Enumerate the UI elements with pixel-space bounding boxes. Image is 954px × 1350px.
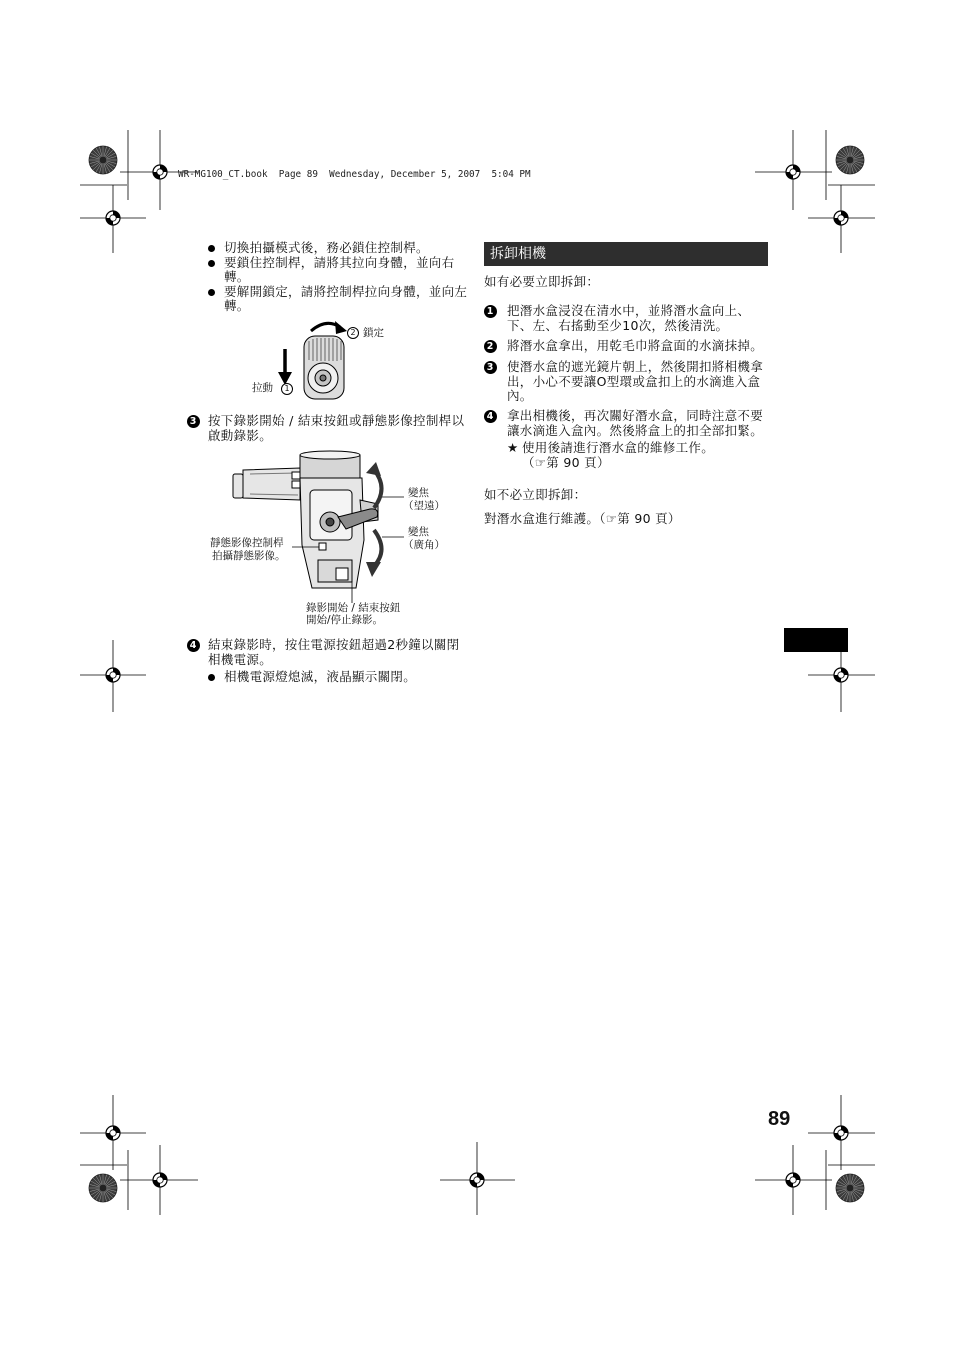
registration-mark-bottom-center [470,1173,484,1187]
step-number-badge: 3 [187,415,200,428]
step-text: 拿出相機後，再次關好潛水盒，同時注意不要 [507,408,764,423]
body-text: 對潛水盒進行維護。（☞第 90 頁） [484,511,681,526]
step-text: 把潛水盒浸沒在清水中，並將潛水盒向上、 [507,303,751,318]
still-lever-label: 靜態影像控制桿 [210,537,284,549]
rotate-lock-arrow-icon [311,321,347,334]
bullet-text: 切換拍攝模式後，務必鎖住控制桿。 [224,240,429,255]
subsection-heading: 如不必立即拆卸： [484,487,587,502]
registration-mark-top-right-a [786,165,800,179]
starburst-mark-top-left [89,146,117,174]
step-number-badge: 4 [187,639,200,652]
print-slug-line: WR-MG100_CT.book Page 89 Wednesday, December 5, 2007 5:04 PM [178,169,531,180]
crop-lines [80,130,875,1215]
registration-mark-top-left-b [106,211,120,225]
step-number-badge: 4 [484,410,497,423]
registration-mark-middle-right [834,668,848,682]
rec-button-label: 錄影開始 / 結束按鈕 [306,602,401,614]
pull-label: 拉動 [252,382,273,394]
zoom-wide-label: 變焦 [408,526,429,538]
section-title: 拆卸相機 [490,246,546,262]
registration-mark-bottom-right-a [834,1126,848,1140]
zoom-tele-arrow-icon [366,462,382,508]
lock-label: 鎖定 [363,327,384,339]
starburst-mark-bottom-left [89,1174,117,1202]
step-text: 使潛水盒的遮光鏡片朝上，然後開扣將相機拿 [507,359,764,374]
zoom-tele-label: 變焦 [408,487,429,499]
bullet-dot [208,289,215,296]
step-text: 將潛水盒拿出，用乾毛巾將盒面的水滴抹掉。 [507,338,764,353]
zoom-wide-arrow-icon [366,530,382,577]
camera-housing-illustration [233,451,382,588]
step-text: 下、左、右搖動至少10次，然後清洗。 [507,318,729,333]
bullet-dot [208,674,215,681]
step-text: 出，小心不要讓O型環或盒扣上的水滴進入盒 [507,374,761,389]
step-number-badge: 2 [484,340,497,353]
bullet-text: 要鎖住控制桿，請將其拉向身體，並向右 [224,255,455,270]
page-number: 89 [768,1108,791,1130]
chapter-tab [784,628,848,652]
lock-step-number: 2 [347,327,359,339]
page-reference: （☞第 90 頁） [522,455,610,470]
registration-mark-top-right-b [834,211,848,225]
step-text: 按下錄影開始 / 結束按鈕或靜態影像控制桿以 [208,413,465,428]
rec-button-detail: 開始/停止錄影。 [306,614,384,626]
registration-mark-top-left-a [153,165,167,179]
bullet-text: 要解開鎖定，請將控制桿拉向身體，並向左 [224,284,468,299]
bullet-text: 相機電源燈熄滅，液晶顯示關閉。 [224,669,417,684]
registration-mark-bottom-left-a [106,1126,120,1140]
bullet-dot [208,260,215,267]
subsection-heading: 如有必要立即拆卸： [484,274,600,289]
bullet-dot [208,245,215,252]
step-text: 相機電源。 [208,652,273,667]
zoom-tele-detail: （望遠） [403,500,445,512]
registration-mark-middle-left [106,668,120,682]
pull-step-number: 1 [281,383,293,395]
note-text: 使用後請進行潛水盒的維修工作。 [522,440,715,455]
registration-mark-bottom-left-b [153,1173,167,1187]
star-icon: ★ [507,440,519,455]
zoom-wide-detail: （廣角） [403,539,445,551]
step-number-badge: 3 [484,361,497,374]
step-text: 結束錄影時，按住電源按鈕超過2秒鐘以關閉 [208,637,460,652]
registration-mark-bottom-right-b [786,1173,800,1187]
step-number-badge: 1 [484,305,497,318]
control-knob [304,336,344,399]
pull-down-arrow-icon [278,349,292,385]
starburst-mark-bottom-right [836,1174,864,1202]
starburst-mark-top-right [836,146,864,174]
still-lever-detail: 拍攝靜態影像。 [212,550,286,562]
step-text: 啟動錄影。 [208,428,273,443]
step-text: 內。 [507,388,533,403]
section-title-bar [484,242,768,266]
bullet-text: 轉。 [224,298,250,313]
step-text: 讓水滴進入盒內。然後將盒上的扣全部扣緊。 [507,423,764,438]
bullet-text: 轉。 [224,269,250,284]
